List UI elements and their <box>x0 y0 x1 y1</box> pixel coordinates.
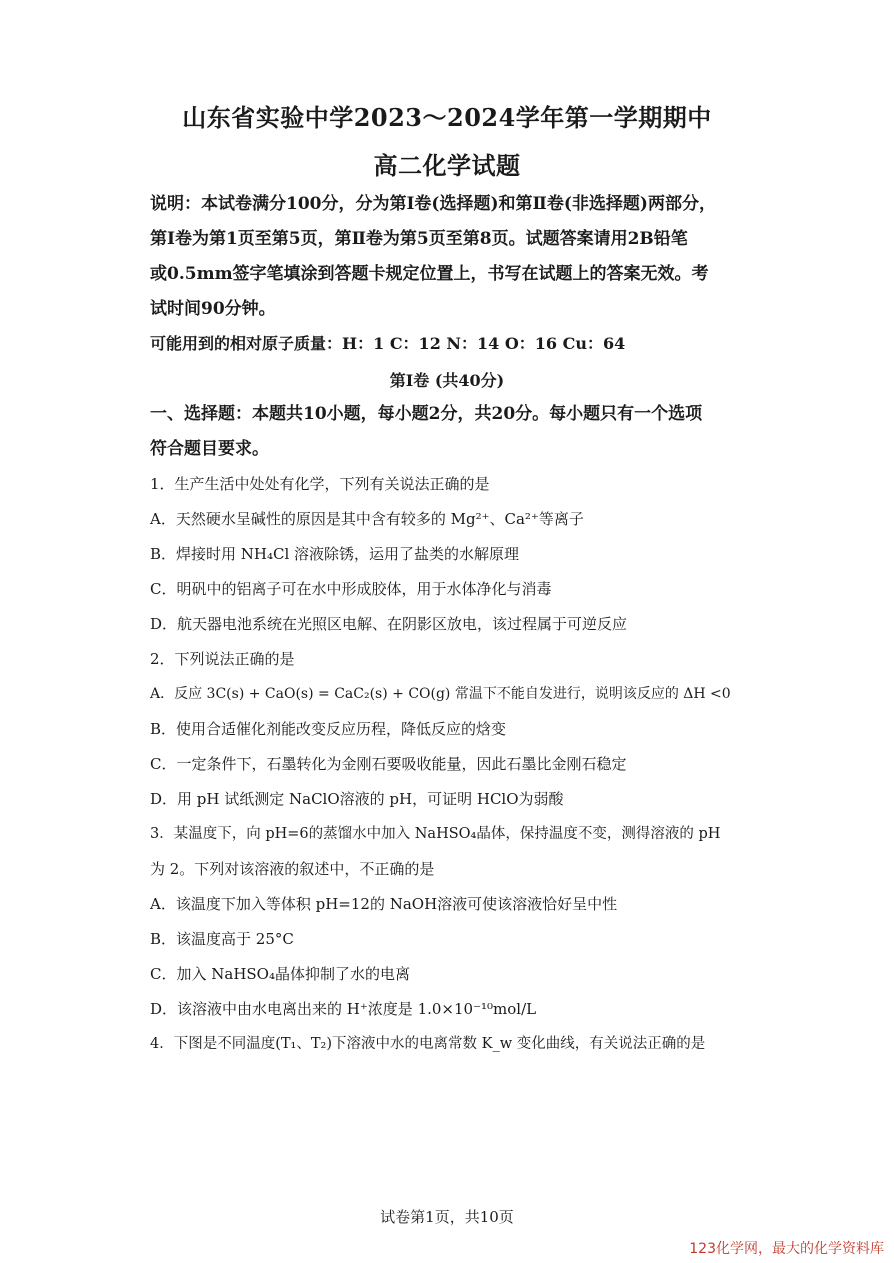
instructions-line-1: 说明：本试卷满分100分，分为第Ⅰ卷(选择题)和第Ⅱ卷(非选择题)两部分， <box>150 194 716 214</box>
page-footer: 试卷第1页，共10页 <box>380 1208 514 1226</box>
question-2-stem: 2．下列说法正确的是 <box>150 650 295 668</box>
exam-title: 山东省实验中学2023～2024学年第一学期期中 <box>182 103 712 132</box>
question-1-option-d: D．航天器电池系统在光照区电解、在阴影区放电，该过程属于可逆反应 <box>150 615 628 633</box>
question-2-option-a: A．反应 3C(s) + CaO(s) = CaC₂(s) + CO(g) 常温下不能自发进行，说明该反应的 ΔH <0 <box>150 686 731 702</box>
exam-subtitle: 高二化学试题 <box>373 151 521 180</box>
instructions-line-2: 第Ⅰ卷为第1页至第5页，第Ⅱ卷为第5页至第8页。试题答案请用2B铅笔 <box>150 229 688 249</box>
question-1-option-b: B．焊接时用 NH₄Cl 溶液除锈，运用了盐类的水解原理 <box>150 545 520 563</box>
question-1-option-a: A．天然硬水呈碱性的原因是其中含有较多的 Mg²⁺、Ca²⁺等离子 <box>150 510 584 528</box>
instructions-line-4: 试时间90分钟。 <box>150 299 276 319</box>
section-heading: 第Ⅰ卷 (共40分) <box>389 371 505 390</box>
question-3-option-c: C．加入 NaHSO₄晶体抑制了水的电离 <box>150 965 410 983</box>
instructions-line-3: 或0.5mm签字笔填涂到答题卡规定位置上，书写在试题上的答案无效。考 <box>150 264 709 284</box>
question-2-option-c: C．一定条件下，石墨转化为金刚石要吸收能量，因此石墨比金刚石稳定 <box>150 755 627 773</box>
question-3-option-b: B．该温度高于 25°C <box>150 930 294 948</box>
question-3-option-a: A．该温度下加入等体积 pH=12的 NaOH溶液可使该溶液恰好呈中性 <box>150 895 618 913</box>
watermark-text: 123化学网，最大的化学资料库 <box>689 1241 884 1257</box>
question-1-stem: 1．生产生活中处处有化学，下列有关说法正确的是 <box>150 475 490 493</box>
atomic-masses: 可能用到的相对原子质量：H：1 C：12 N：14 O：16 Cu：64 <box>150 334 626 353</box>
question-4-stem: 4．下图是不同温度(T₁、T₂)下溶液中水的电离常数 K_w 变化曲线，有关说法正确的是 <box>150 1036 706 1052</box>
question-2-option-b: B．使用合适催化剂能改变反应历程，降低反应的焓变 <box>150 720 507 738</box>
question-3-stem-2: 为 2。下列对该溶液的叙述中，不正确的是 <box>150 860 435 878</box>
question-1-option-c: C．明矾中的铝离子可在水中形成胶体，用于水体净化与消毒 <box>150 580 552 598</box>
question-3-stem-1: 3．某温度下，向 pH=6的蒸馏水中加入 NaHSO₄晶体，保持温度不变，测得溶液的 pH <box>150 826 721 842</box>
section-instructions-1: 一、选择题：本题共10小题，每小题2分，共20分。每小题只有一个选项 <box>150 404 703 424</box>
question-2-option-d: D．用 pH 试纸测定 NaClO溶液的 pH，可证明 HClO为弱酸 <box>150 790 564 808</box>
section-instructions-2: 符合题目要求。 <box>150 439 269 459</box>
question-3-option-d: D．该溶液中由水电离出来的 H⁺浓度是 1.0×10⁻¹⁰mol/L <box>150 1000 537 1018</box>
